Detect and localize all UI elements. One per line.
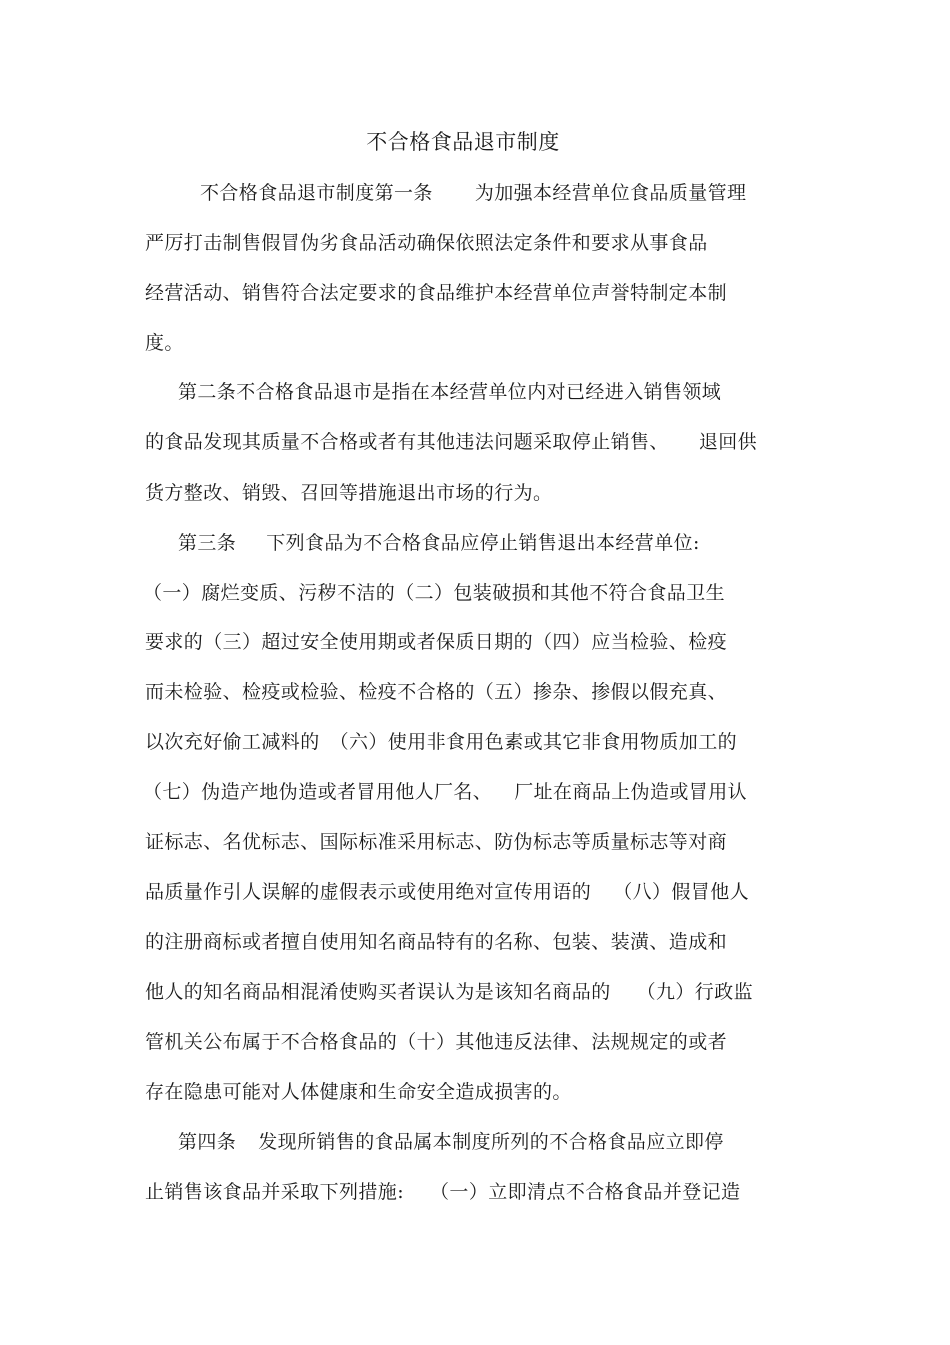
text-segment: 品质量作引人误解的虚假表示或使用绝对宣传用语的: [145, 881, 592, 903]
article-3-line-1: [178, 530, 700, 556]
text-segment: 证标志、名优标志、国际标准采用标志、防伪标志等质量标志等对商: [145, 831, 728, 853]
text-segment: 度。: [145, 332, 184, 354]
article-2-line-1: [178, 379, 721, 405]
article-2-line-2: [145, 429, 757, 455]
article-2-line-3: [145, 480, 552, 506]
article-3-line-7: [145, 829, 727, 855]
article-1-line-2: [145, 230, 708, 256]
article-3-line-2: [143, 580, 725, 606]
text-segment: 下列食品为不合格食品应停止销售退出本经营单位:: [266, 532, 700, 554]
text-segment: 退回供: [698, 431, 758, 453]
text-segment: （八）假冒他人: [613, 881, 750, 903]
text-segment: 厂址在商品上伪造或冒用认: [514, 781, 748, 803]
article-3-line-3: [145, 629, 727, 655]
article-1-line-1: [200, 180, 746, 206]
text-segment: 货方整改、销毁、召回等措施退出市场的行为。: [145, 482, 553, 504]
text-segment: 为加强本经营单位食品质量管理: [474, 182, 747, 204]
text-segment: 经营活动、销售符合法定要求的食品维护本经营单位声誉特制定本制: [145, 282, 728, 304]
text-segment: 的注册商标或者擅自使用知名商品特有的名称、包装、装潢、造成和: [145, 931, 728, 953]
text-segment: 第四条: [178, 1131, 237, 1153]
text-segment: 而未检验、检疫或检验、检疫不合格的（五）掺杂、掺假以假充真、: [145, 681, 728, 703]
text-segment: 存在隐患可能对人体健康和生命安全造成损害的。: [145, 1081, 572, 1103]
text-segment: 的食品发现其质量不合格或者有其他违法问题采取停止销售、: [145, 431, 669, 453]
article-4-line-1: [178, 1129, 724, 1155]
article-3-line-5: [145, 729, 737, 755]
article-3-line-8: [145, 879, 749, 905]
text-segment: 第二条不合格食品退市是指在本经营单位内对已经进入销售领域: [178, 381, 722, 403]
text-segment: （七）伪造产地伪造或者冒用他人厂名、: [143, 781, 493, 803]
text-segment: 严厉打击制售假冒伪劣食品活动确保依照法定条件和要求从事食品: [145, 232, 708, 254]
text-segment: 发现所销售的食品属本制度所列的不合格食品应立即停: [258, 1131, 724, 1153]
document-title: 不合格食品退市制度: [366, 130, 560, 154]
text-segment: 以次充好偷工减料的: [145, 731, 320, 753]
text-segment: （六）使用非食用色素或其它非食用物质加工的: [329, 731, 738, 753]
article-4-line-2: [145, 1179, 740, 1205]
article-3-line-4: [145, 679, 727, 705]
text-segment: 第三条: [178, 532, 237, 554]
text-segment: （九）行政监: [636, 981, 754, 1003]
article-3-line-12: [145, 1079, 572, 1105]
article-3-line-9: [145, 929, 727, 955]
text-segment: （一）腐烂变质、污秽不洁的（二）包装破损和其他不符合食品卫生: [143, 582, 726, 604]
text-segment: 管机关公布属于不合格食品的（十）其他违反法律、法规规定的或者: [145, 1031, 728, 1053]
article-3-line-6: [143, 779, 747, 805]
text-segment: 他人的知名商品相混淆使购买者误认为是该知名商品的: [145, 981, 611, 1003]
article-3-line-10: [145, 979, 753, 1005]
text-segment: 不合格食品退市制度第一条: [200, 182, 433, 204]
text-segment: 要求的（三）超过安全使用期或者保质日期的（四）应当检验、检疫: [145, 631, 728, 653]
article-3-line-11: [145, 1029, 727, 1055]
article-1-line-3: [145, 280, 727, 306]
article-1-line-4: [145, 330, 184, 356]
text-segment: 止销售该食品并采取下列措施:: [145, 1181, 405, 1203]
text-segment: （一）立即清点不合格食品并登记造: [430, 1181, 741, 1203]
